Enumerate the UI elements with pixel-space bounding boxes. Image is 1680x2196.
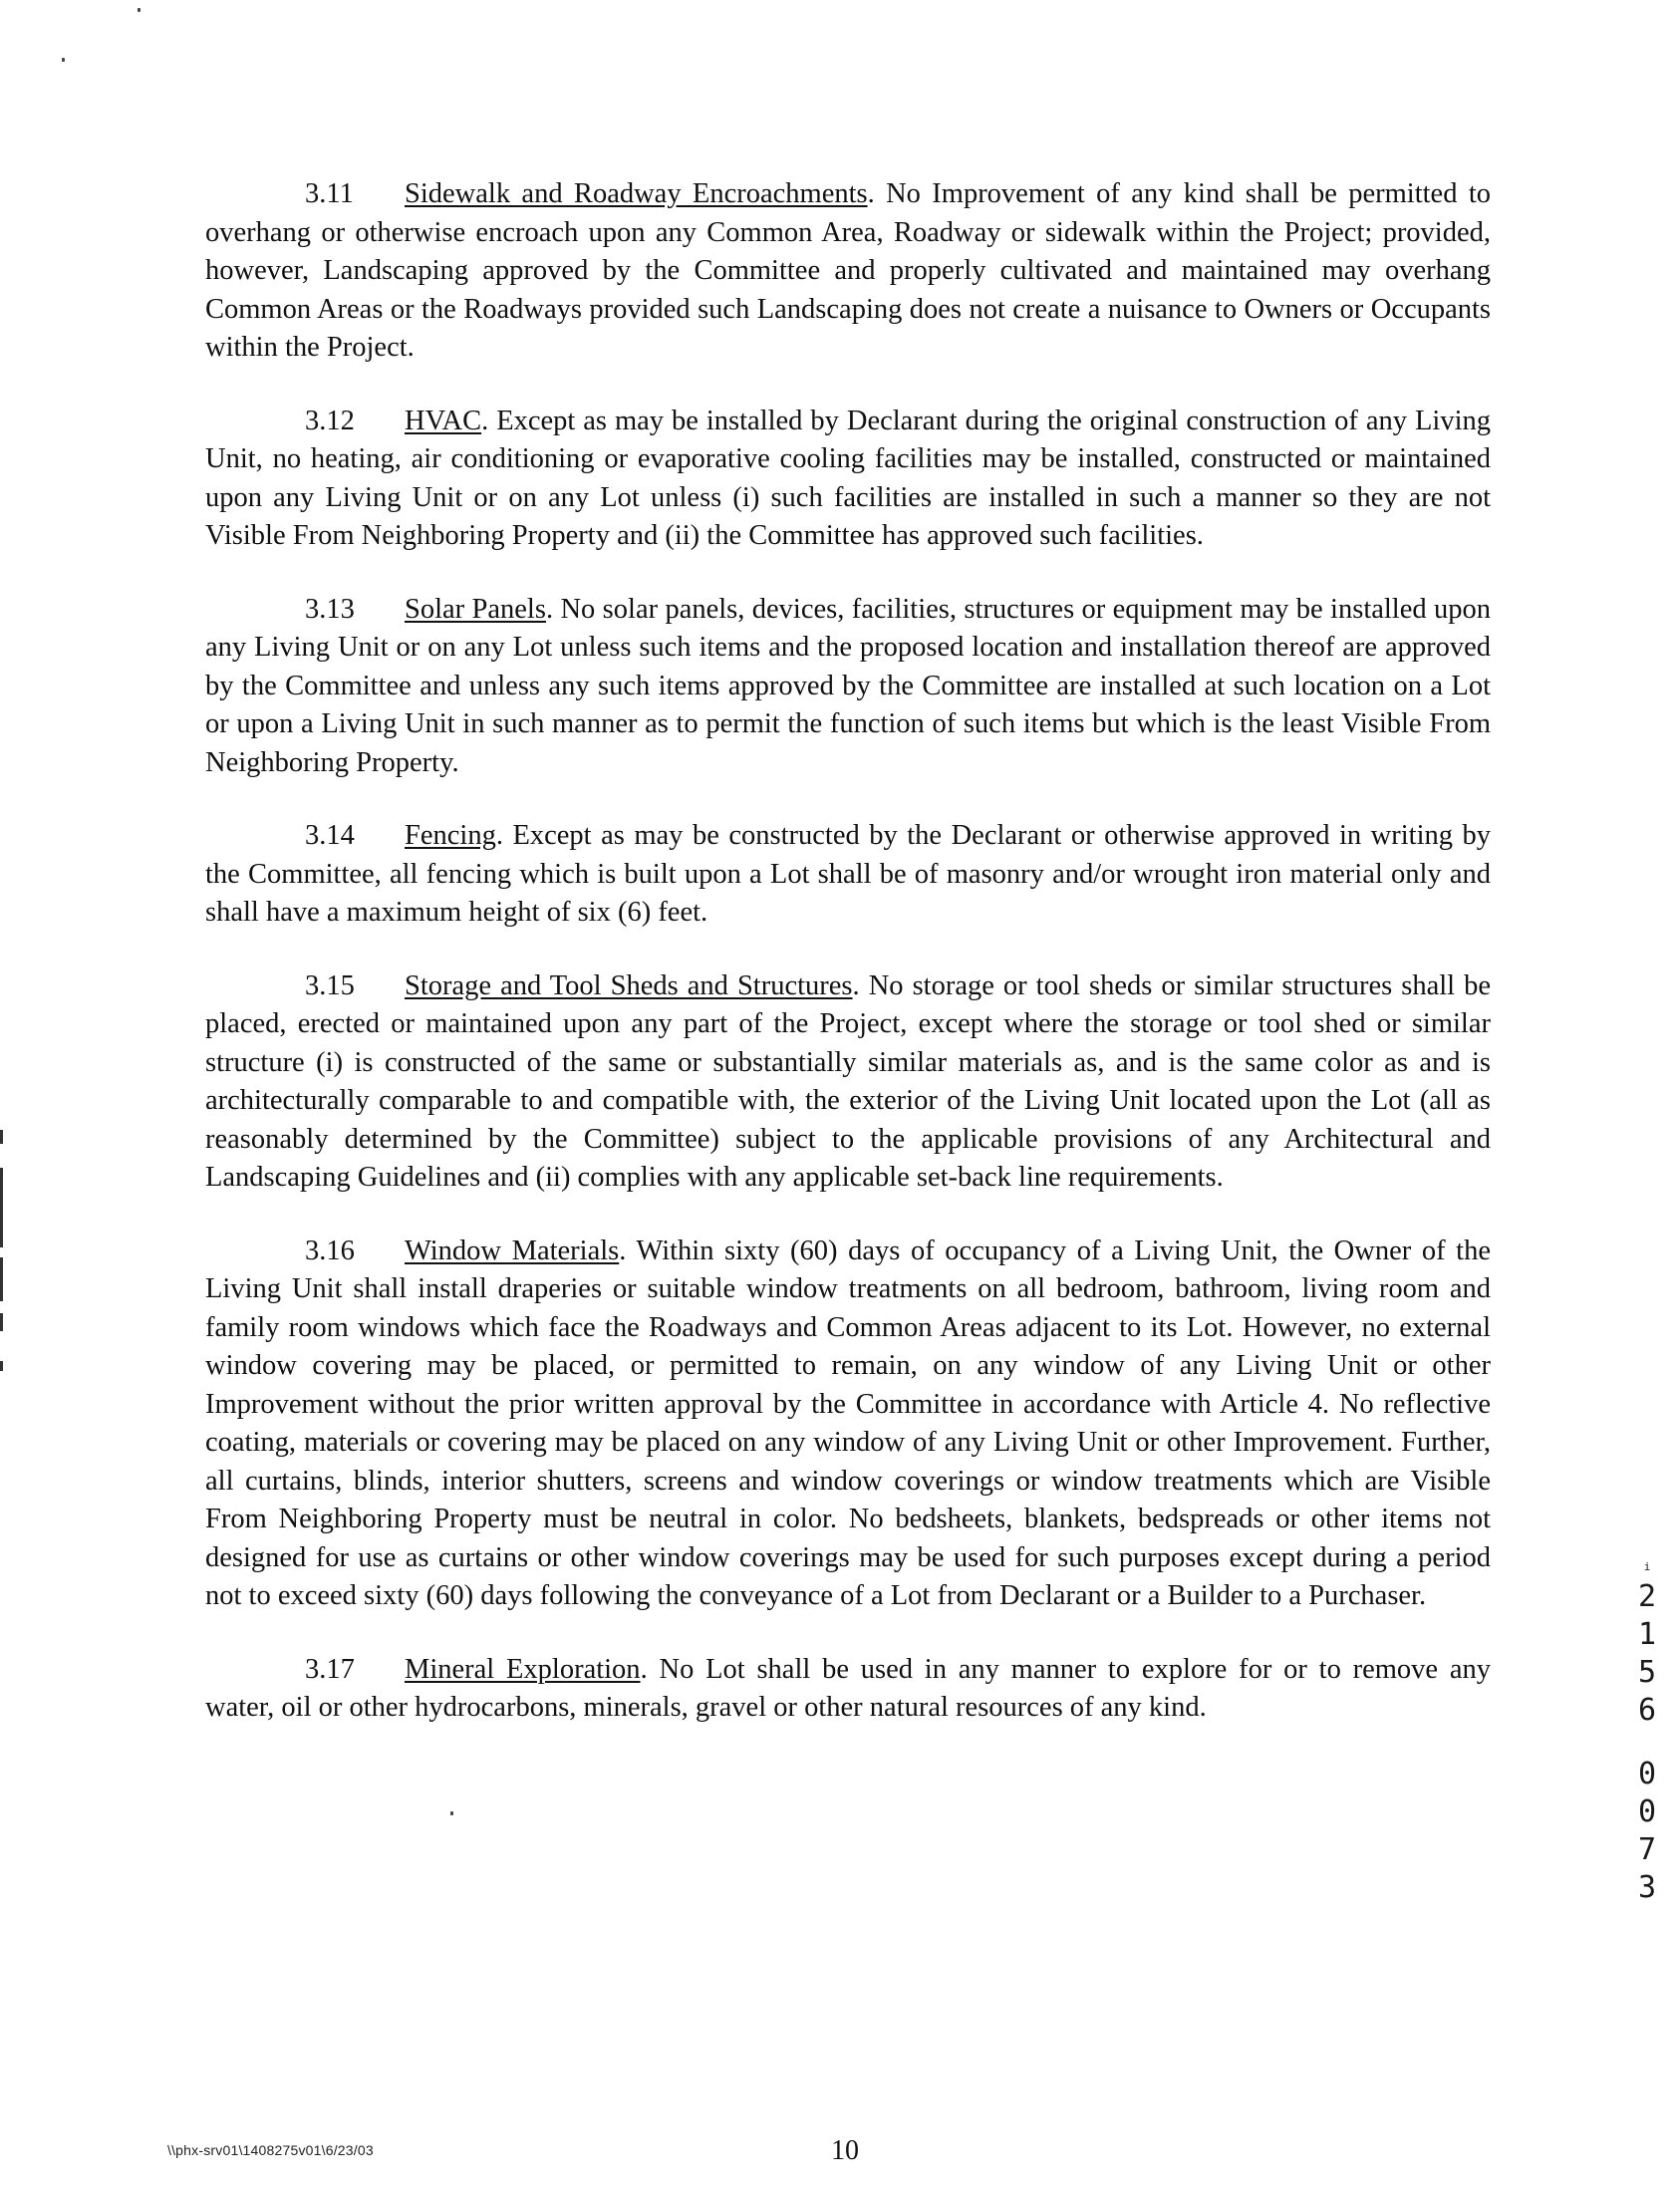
stamp-digit: 0 <box>1637 1757 1657 1791</box>
section-heading: HVAC <box>405 405 482 436</box>
scan-margin-mark <box>0 1361 3 1371</box>
section-3-13: 3.13 Solar Panels. No solar panels, devices, facilities, structures or equipment may be installed upon any Living Unit or on any Lot unless such items and the proposed location and installation thereof are approved by the Committee and unless any such items approved by the Committee are installed at such location on a Lot or upon a Living Unit in such manner as to permit the function of such items but which is the least Visible From Neighboring Property. <box>205 591 1491 783</box>
section-number: 3.15 <box>305 969 355 1001</box>
stamp-digit: 7 <box>1637 1832 1657 1867</box>
section-body: No storage or tool sheds or similar structures shall be placed, erected or maintained upon any part of the Project, except where the storage or tool shed or similar structure (i) is constructed of the same or substantially similar materials as, and is the same color as and is architecturally comparable to and compatible with, the exterior of the Living Unit located upon the Lot (all as reasonably determined by the Committee) subject to the applicable provisions of any Architectural and Landscaping Guidelines and (ii) complies with any applicable set-back line requirements. <box>205 969 1492 1193</box>
scan-speck <box>138 8 140 12</box>
scan-margin-mark <box>0 1130 3 1144</box>
section-3-15: 3.15 Storage and Tool Sheds and Structures. No storage or tool sheds or similar structures shall be placed, erected or maintained upon any part of the Project, except where the storage or tool shed or similar structure (i) is constructed of the same or substantially similar materials as, and is the same color as and is architecturally comparable to and compatible with, the exterior of the Living Unit located upon the Lot (all as reasonably determined by the Committee) subject to the applicable provisions of any Architectural and Landscaping Guidelines and (ii) complies with any applicable set-back line requirements. <box>205 967 1491 1198</box>
section-body: Except as may be installed by Declarant during the original construction of any Living Unit, no heating, air conditioning or evaporative cooling facilities may be installed, constructed or maintained upon any Living Unit or on any Lot unless (i) such facilities are installed in such a manner so they are not Visible From Neighboring Property and (ii) the Committee has approved such facilities. <box>205 405 1491 551</box>
scan-speck <box>450 1811 453 1815</box>
scan-speck <box>62 58 65 62</box>
document-body <box>205 175 1491 1763</box>
section-body: No solar panels, devices, facilities, structures or equipment may be installed upon any Living Unit or on any Lot unless such items and the proposed location and installation thereof are approved by the Committee and unless any such items approved by the Committee are installed at such location on a Lot or upon a Living Unit in such manner as to permit the function of such items but which is the least Visible From Neighboring Property. <box>205 593 1492 778</box>
scan-margin-mark <box>0 1313 3 1331</box>
section-number: 3.14 <box>305 820 355 851</box>
stamp-mark: i <box>1643 1560 1651 1573</box>
page-number: 10 <box>831 2135 859 2166</box>
section-3-12: 3.12 HVAC. Except as may be installed by Declarant during the original construction of any Living Unit, no heating, air conditioning or evaporative cooling facilities may be installed, constructed or maintained upon any Living Unit or on any Lot unless (i) such facilities are installed in such a manner so they are not Visible From Neighboring Property and (ii) the Committee has approved such facilities. <box>205 403 1491 556</box>
section-number: 3.17 <box>305 1653 355 1685</box>
section-heading: Sidewalk and Roadway Encroachments <box>405 178 868 209</box>
stamp-digit: 2 <box>1637 1579 1657 1614</box>
section-3-11: 3.11 Sidewalk and Roadway Encroachments. No Improvement of any kind shall be permitted to overhang or otherwise encroach upon any Common Area, Roadway or sidewalk within the Project; provided, however, Landscaping approved by the Committee and properly cultivated and maintained may overhang Common Areas or the Roadways provided such Landscaping does not create a nuisance to Owners or Occupants within the Project. <box>205 175 1491 368</box>
section-heading: Fencing <box>405 820 496 851</box>
section-body: No Lot shall be used in any manner to explore for or to remove any water, oil or other hydrocarbons, minerals, gravel or other natural resources of any kind. <box>205 1653 1492 1723</box>
section-heading: Storage and Tool Sheds and Structures <box>405 969 853 1001</box>
section-number: 3.12 <box>305 405 355 436</box>
section-body: Within sixty (60) days of occupancy of a Living Unit, the Owner of the Living Unit shall install draperies or suitable window treatments on all bedroom, bathroom, living room and family room windows which face the Roadways and Common Areas adjacent to its Lot. However, no external window covering may be placed, or permitted to remain, on any window of any Living Unit or other Improvement without the prior written approval by the Committee in accordance with Article 4. No reflective coating, materials or covering may be placed on any window of any Living Unit or other Improvement. Further, all curtains, blinds, interior shutters, screens and window coverings or window treatments which are Visible From Neighboring Property must be neutral in color. No bedsheets, blankets, bedspreads or other items not designed for use as curtains or other window coverings may be used for such purposes except during a period not to exceed sixty (60) days following the conveyance of a Lot from Declarant or a Builder to a Purchaser. <box>205 1235 1491 1611</box>
section-number: 3.16 <box>305 1235 355 1266</box>
stamp-digit: 0 <box>1637 1794 1657 1829</box>
section-body: No Improvement of any kind shall be permitted to overhang or otherwise encroach upon any Common Area, Roadway or sidewalk within the Project; provided, however, Landscaping approved by the Committee and properly cultivated and maintained may overhang Common Areas or the Roadways provided such Landscaping does not create a nuisance to Owners or Occupants within the Project. <box>205 178 1491 363</box>
section-heading: Mineral Exploration <box>405 1653 641 1685</box>
stamp-digit: 3 <box>1637 1870 1657 1905</box>
scan-margin-mark <box>0 1168 3 1247</box>
stamp-digit: 1 <box>1637 1617 1657 1652</box>
footer-file-path: \\phx-srv01\1408275v01\6/23/03 <box>167 2142 374 2158</box>
stamp-digit: 6 <box>1637 1693 1657 1728</box>
section-3-16: 3.16 Window Materials. Within sixty (60) days of occupancy of a Living Unit, the Owner of the Living Unit shall install draperies or suitable window treatments on all bedroom, bathroom, living room and family room windows which face the Roadways and Common Areas adjacent to its Lot. However, no external window covering may be placed, or permitted to remain, on any window of any Living Unit or other Improvement without the prior written approval by the Committee in accordance with Article 4. No reflective coating, materials or covering may be placed on any window of any Living Unit or other Improvement. Further, all curtains, blinds, interior shutters, screens and window coverings or window treatments which are Visible From Neighboring Property must be neutral in color. No bedsheets, blankets, bedspreads or other items not designed for use as curtains or other window coverings may be used for such purposes except during a period not to exceed sixty (60) days following the conveyance of a Lot from Declarant or a Builder to a Purchaser. <box>205 1233 1491 1616</box>
section-heading: Window Materials <box>405 1235 620 1266</box>
section-3-14: 3.14 Fencing. Except as may be constructed by the Declarant or otherwise approved in writing by the Committee, all fencing which is built upon a Lot shall be of masonry and/or wrought iron material only and shall have a maximum height of six (6) feet. <box>205 817 1491 933</box>
section-number: 3.13 <box>305 593 355 625</box>
stamp-gap <box>1634 1730 1660 1756</box>
scan-margin-mark <box>0 1257 3 1301</box>
section-number: 3.11 <box>305 178 354 209</box>
section-body: Except as may be constructed by the Declarant or otherwise approved in writing by the Committee, all fencing which is built upon a Lot shall be of masonry and/or wrought iron material only and shall have a maximum height of six (6) feet. <box>205 820 1491 928</box>
recording-stamp <box>1634 1556 1660 1907</box>
section-3-17: 3.17 Mineral Exploration. No Lot shall be used in any manner to explore for or to remove any water, oil or other hydrocarbons, minerals, gravel or other natural resources of any kind. <box>205 1651 1491 1728</box>
stamp-digit: 5 <box>1637 1655 1657 1690</box>
section-heading: Solar Panels <box>405 593 546 625</box>
